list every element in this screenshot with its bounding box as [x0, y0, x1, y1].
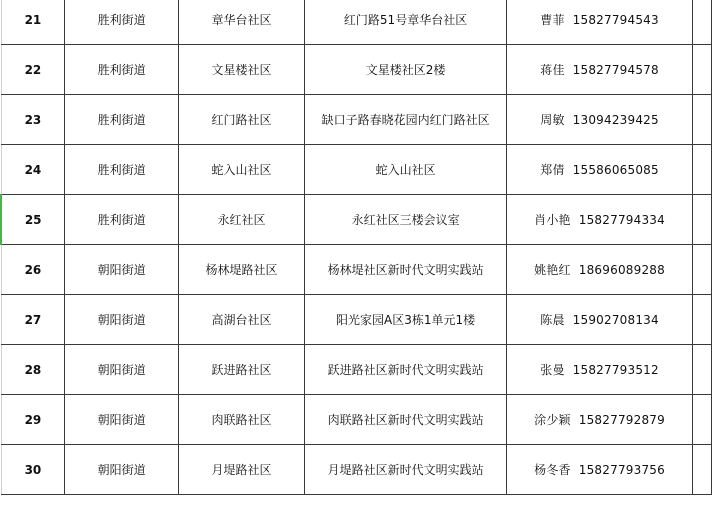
table-row	[1, 445, 712, 495]
community-cell[interactable]: 杨林堤路社区	[178, 245, 304, 295]
contact-phone: 15586065085	[572, 163, 659, 177]
empty-cell[interactable]	[693, 345, 712, 395]
contact-phone: 15827793512	[572, 363, 659, 377]
address-cell[interactable]: 红门路51号章华台社区	[305, 0, 507, 45]
street-cell[interactable]: 朝阳街道	[65, 245, 179, 295]
empty-cell[interactable]	[693, 445, 712, 495]
row-number[interactable]: 22	[1, 45, 65, 95]
empty-cell[interactable]	[693, 395, 712, 445]
table-body	[1, 0, 712, 495]
table-row	[1, 395, 712, 445]
contact-cell[interactable]	[506, 0, 692, 45]
address-cell[interactable]: 杨林堤社区新时代文明实践站	[305, 245, 507, 295]
empty-cell[interactable]	[693, 45, 712, 95]
table-row	[1, 345, 712, 395]
empty-cell[interactable]	[693, 95, 712, 145]
street-cell[interactable]: 朝阳街道	[65, 295, 179, 345]
table-row	[1, 245, 712, 295]
community-cell[interactable]: 文星楼社区	[178, 45, 304, 95]
contact-name: 杨冬香	[534, 463, 571, 477]
row-number[interactable]: 27	[1, 295, 65, 345]
contact-cell[interactable]	[506, 445, 692, 495]
contact-cell[interactable]	[506, 245, 692, 295]
empty-cell[interactable]	[693, 245, 712, 295]
table-row	[1, 0, 712, 45]
address-cell[interactable]: 月堤路社区新时代文明实践站	[305, 445, 507, 495]
table-row	[1, 145, 712, 195]
community-cell[interactable]: 月堤路社区	[178, 445, 304, 495]
contact-phone: 15827794543	[572, 13, 659, 27]
contact-name: 郑倩	[540, 163, 565, 177]
contact-name: 姚艳红	[534, 263, 571, 277]
address-cell[interactable]: 文星楼社区2楼	[305, 45, 507, 95]
contact-name: 张曼	[540, 363, 565, 377]
row-number[interactable]: 28	[1, 345, 65, 395]
contact-name: 周敏	[540, 113, 565, 127]
street-cell[interactable]: 胜利街道	[65, 0, 179, 45]
row-number[interactable]: 23	[1, 95, 65, 145]
contact-phone: 15902708134	[572, 313, 659, 327]
empty-cell[interactable]	[693, 145, 712, 195]
street-cell[interactable]: 胜利街道	[65, 95, 179, 145]
street-cell[interactable]: 胜利街道	[65, 45, 179, 95]
street-cell[interactable]: 朝阳街道	[65, 395, 179, 445]
contact-cell[interactable]	[506, 45, 692, 95]
empty-cell[interactable]	[693, 295, 712, 345]
address-cell[interactable]: 永红社区三楼会议室	[305, 195, 507, 245]
contact-name: 蒋佳	[540, 63, 565, 77]
contact-cell[interactable]	[506, 195, 692, 245]
contact-phone: 15827793756	[578, 463, 665, 477]
row-number[interactable]: 29	[1, 395, 65, 445]
row-number[interactable]: 24	[1, 145, 65, 195]
contact-cell[interactable]	[506, 345, 692, 395]
address-cell[interactable]: 肉联路社区新时代文明实践站	[305, 395, 507, 445]
row-number[interactable]: 30	[1, 445, 65, 495]
contact-cell[interactable]	[506, 95, 692, 145]
table-row	[1, 295, 712, 345]
contact-cell[interactable]	[506, 145, 692, 195]
community-cell[interactable]: 肉联路社区	[178, 395, 304, 445]
row-number[interactable]: 25	[1, 195, 65, 245]
street-cell[interactable]: 胜利街道	[65, 195, 179, 245]
community-cell[interactable]: 章华台社区	[178, 0, 304, 45]
contact-name: 涂少颖	[534, 413, 571, 427]
community-cell[interactable]: 红门路社区	[178, 95, 304, 145]
community-cell[interactable]: 跃进路社区	[178, 345, 304, 395]
address-cell[interactable]: 跃进路社区新时代文明实践站	[305, 345, 507, 395]
contact-phone: 15827792879	[578, 413, 665, 427]
community-cell[interactable]: 蛇入山社区	[178, 145, 304, 195]
contact-name: 肖小艳	[534, 213, 571, 227]
community-cell[interactable]: 永红社区	[178, 195, 304, 245]
street-cell[interactable]: 朝阳街道	[65, 345, 179, 395]
table-row	[1, 45, 712, 95]
table-row	[1, 95, 712, 145]
contact-name: 陈晨	[540, 313, 565, 327]
contact-name: 曹菲	[540, 13, 565, 27]
contact-cell[interactable]	[506, 395, 692, 445]
row-number[interactable]: 21	[1, 0, 65, 45]
table-row	[1, 195, 712, 245]
row-number[interactable]: 26	[1, 245, 65, 295]
community-cell[interactable]: 高湖台社区	[178, 295, 304, 345]
street-cell[interactable]: 朝阳街道	[65, 445, 179, 495]
empty-cell[interactable]	[693, 0, 712, 45]
street-cell[interactable]: 胜利街道	[65, 145, 179, 195]
address-cell[interactable]: 阳光家园A区3栋1单元1楼	[305, 295, 507, 345]
address-cell[interactable]: 蛇入山社区	[305, 145, 507, 195]
contact-phone: 13094239425	[572, 113, 659, 127]
contact-cell[interactable]	[506, 295, 692, 345]
empty-cell[interactable]	[693, 195, 712, 245]
contact-phone: 15827794578	[572, 63, 659, 77]
contact-phone: 18696089288	[578, 263, 665, 277]
contact-phone: 15827794334	[578, 213, 665, 227]
address-cell[interactable]: 缺口子路春晓花园内红门路社区	[305, 95, 507, 145]
